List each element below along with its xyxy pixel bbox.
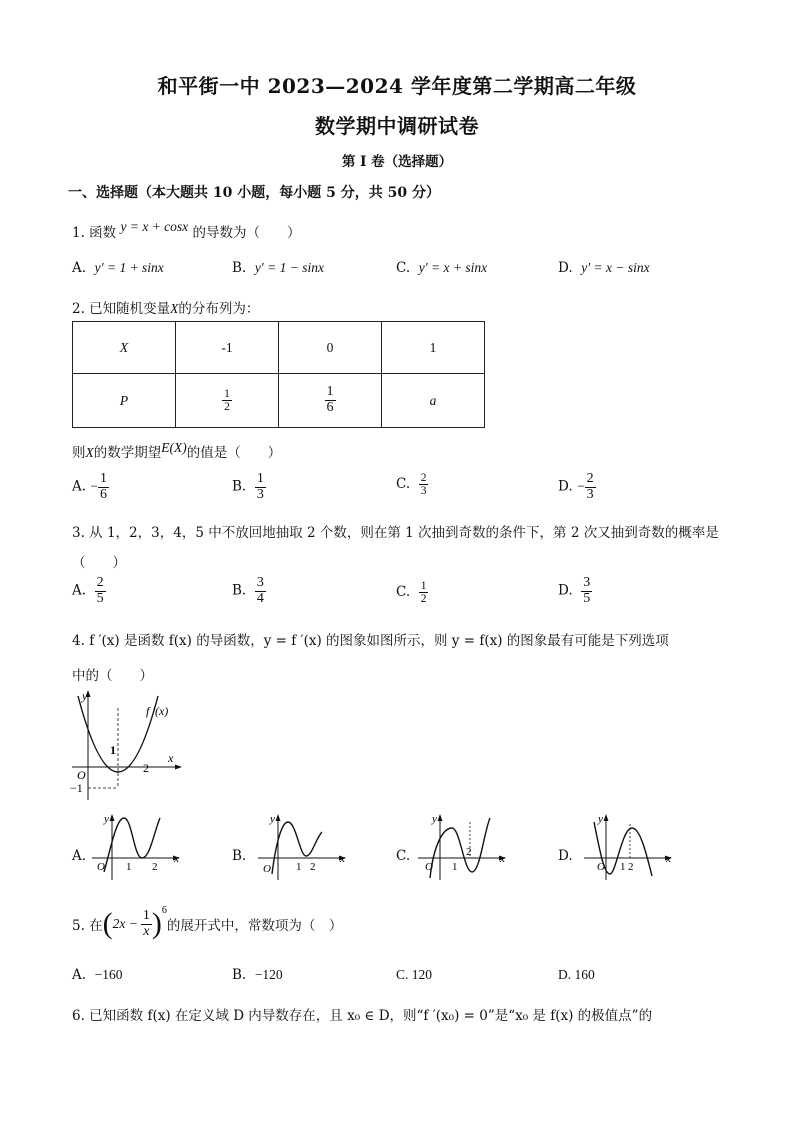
q1-option-b[interactable] (232, 260, 324, 276)
q5-expr: 2x − (112, 916, 138, 932)
option-label: A. (72, 967, 87, 983)
q4-option-b[interactable] (232, 848, 246, 864)
y-axis-label: y (104, 813, 109, 825)
fraction-den: 3 (420, 485, 427, 498)
q3-option-b[interactable] (232, 576, 266, 606)
q2-stem-post: 的分布列为： (178, 301, 260, 317)
q3-stem: 3. 从 1，2，3，4，5 中不放回地抽取 2 个数，则在第 1 次抽到奇数的条件下，第 2 次又抽到奇数的概率是 (72, 525, 719, 541)
q1-option-a[interactable] (72, 260, 164, 276)
fraction-den: 4 (256, 590, 264, 606)
fraction (581, 576, 592, 606)
q1-stem-pre: 1. 函数 (72, 225, 117, 241)
fraction-den: 6 (99, 486, 107, 502)
q2-stem (72, 297, 259, 317)
origin-label: O (597, 861, 605, 873)
q2-ask-post: 的值是（ ） (186, 445, 282, 461)
q2-ask-expr: E(X) (161, 440, 187, 455)
option-label: C. (396, 260, 411, 276)
table-cell-x-header: X (73, 322, 176, 374)
option-label: C. (396, 848, 411, 864)
option-text: y′ = 1 + sinx (94, 260, 164, 275)
q3-option-d[interactable] (558, 576, 592, 606)
q2-ask (72, 441, 281, 461)
table-cell-p-header: P (73, 374, 176, 428)
q2-ask-var: X (85, 445, 94, 460)
q4-option-a[interactable] (72, 848, 86, 864)
q2-option-d[interactable] (558, 472, 596, 502)
table-cell: a (382, 374, 485, 428)
x-axis-label: x (174, 853, 179, 865)
y-axis-label: y (82, 689, 88, 703)
fraction-num: 1 (99, 471, 107, 486)
fraction (255, 472, 266, 502)
exam-subtitle: 数学期中调研试卷 (315, 114, 479, 138)
fraction-num: 3 (583, 575, 591, 590)
tick-label: 2 (310, 861, 316, 873)
fraction-den: 3 (586, 486, 594, 502)
option-sign: − (576, 478, 585, 494)
exam-title: 和平街一中 2023—2024 学年度第二学期高二年级 (157, 74, 637, 98)
fraction-den: 5 (96, 590, 104, 606)
option-label: A. (72, 260, 87, 276)
y-axis-label: y (598, 813, 603, 825)
tick-label: 1 (126, 861, 132, 873)
fraction-num: 2 (586, 471, 594, 486)
paren-close: ) (151, 907, 162, 941)
y-axis-label: y (270, 813, 275, 825)
table-cell (176, 374, 279, 428)
q1-option-c[interactable] (396, 260, 487, 276)
fraction-num: 1 (420, 580, 427, 592)
fraction-num: 1 (256, 471, 264, 486)
distribution-table (72, 321, 485, 428)
option-text: y′ = x − sinx (581, 260, 650, 275)
option-label: D. (558, 582, 573, 599)
q2-option-b[interactable] (232, 472, 266, 502)
q2-ask-mid: 的数学期望 (93, 445, 162, 461)
curve-label: f ′(x) (146, 704, 169, 718)
q4-option-c[interactable] (396, 848, 410, 864)
q2-ask-pre: 则 (72, 445, 86, 461)
option-sign: − (90, 478, 98, 494)
option-label: D. (558, 260, 573, 276)
fraction-den: 3 (256, 486, 264, 502)
q4-option-d[interactable] (558, 848, 573, 864)
q5-option-c[interactable] (396, 967, 432, 983)
option-text: C. 120 (396, 967, 433, 982)
fraction-num: 1 (326, 384, 334, 400)
fraction (222, 388, 232, 413)
option-label: B. (232, 260, 247, 276)
q5-stem-pre: 5. 在 (72, 918, 103, 935)
option-text: D. 160 (558, 967, 595, 982)
q1-stem-post: 的导数为（ ） (192, 225, 301, 241)
fraction (585, 472, 596, 502)
paren-open: ( (102, 907, 113, 941)
table-cell (279, 374, 382, 428)
fraction-den: 2 (420, 593, 427, 606)
q4-option-c-graph (414, 812, 514, 882)
q1-function: y = x + cosx (120, 219, 189, 234)
origin-label: O (425, 861, 433, 873)
option-label: D. (558, 848, 573, 864)
option-label: B. (232, 848, 247, 864)
q5-stem (72, 904, 343, 941)
option-label: B. (232, 967, 247, 983)
fraction-den: 2 (224, 401, 230, 413)
option-text: −120 (254, 967, 283, 982)
q5-option-a[interactable] (72, 967, 123, 983)
option-label: B. (232, 582, 247, 599)
option-label: A. (72, 848, 87, 864)
option-label: A. (72, 478, 87, 495)
option-label: C. (396, 476, 411, 493)
q3-stem-cont: （ ） (72, 555, 126, 571)
option-label: B. (232, 478, 247, 495)
q5-option-b[interactable] (232, 967, 283, 983)
fraction (325, 385, 336, 415)
q5-stem-post: 的展开式中，常数项为（ ） (166, 918, 343, 935)
q4-stem-num: 4. (72, 633, 85, 649)
tick-label: 2 (152, 861, 158, 873)
q2-var: X (170, 301, 179, 316)
fraction (98, 472, 109, 502)
fraction-den: 6 (326, 400, 334, 415)
q4-derivative-graph (70, 688, 185, 803)
option-text: y′ = 1 − sinx (254, 260, 324, 275)
q3-option-a[interactable] (72, 576, 106, 606)
option-label: C. (396, 584, 411, 601)
q5-exponent: 6 (161, 904, 167, 916)
q4-option-d-graph (580, 812, 680, 882)
q4-option-b-graph (254, 812, 354, 882)
option-label: A. (72, 582, 87, 599)
x-axis-label: x (340, 853, 345, 865)
section-heading: 一、选择题（本大题共 10 小题，每小题 5 分，共 50 分） (68, 185, 440, 201)
fraction-num: 2 (420, 472, 427, 484)
q2-option-c[interactable] (396, 472, 428, 497)
tick-label: 1 (452, 861, 458, 873)
q6-stem: 6. 已知函数 f(x) 在定义域 D 内导数存在，且 x₀ ∈ D，则“f ′(x₀) = 0”是“x₀ 是 f(x) 的极值点”的 (72, 1008, 653, 1024)
q4-stem-cont: 中的（ ） (72, 668, 153, 684)
table-cell: 1 (382, 322, 485, 374)
tick-label: 2 (466, 846, 472, 858)
fraction (419, 472, 429, 497)
fraction (95, 576, 106, 606)
option-label: D. (558, 478, 573, 495)
origin-label: O (97, 861, 105, 873)
fraction-num: 2 (96, 575, 104, 590)
q4-option-a-graph (88, 812, 188, 882)
tick-label: −1 (70, 781, 83, 795)
fraction (141, 909, 152, 939)
option-text: −160 (94, 967, 123, 982)
fraction-den: 5 (583, 590, 591, 606)
q5-option-d[interactable] (558, 967, 595, 983)
option-text: y′ = x + sinx (418, 260, 488, 275)
origin-label: O (263, 863, 271, 875)
x-axis-label: x (666, 853, 671, 865)
tick-label: 1 (296, 861, 302, 873)
tick-label: 2 (143, 761, 149, 775)
volume-heading: 第 I 卷（选择题） (341, 154, 453, 170)
x-axis-label: x (168, 751, 174, 765)
tick-label: 2 (628, 861, 634, 873)
q2-option-a[interactable] (72, 472, 109, 502)
tick-label: 1 (620, 861, 626, 873)
q4-stem-text: f ′(x) 是函数 f(x) 的导函数，y = f ′(x) 的图象如图所示，则 y = f(x) 的图象最有可能是下列选项 (89, 633, 669, 649)
x-axis-label: x (500, 853, 505, 865)
q4-stem (72, 629, 669, 649)
q1-stem (72, 221, 300, 241)
q3-option-c[interactable] (396, 580, 428, 605)
fraction-num: 1 (224, 387, 230, 400)
fraction (255, 576, 266, 606)
fraction (419, 580, 429, 605)
table-cell: -1 (176, 322, 279, 374)
tick-label: 1 (110, 743, 116, 757)
y-axis-label: y (432, 813, 437, 825)
fraction-num: 3 (256, 575, 264, 590)
fraction-num: 1 (142, 908, 150, 923)
origin-label: O (77, 768, 86, 782)
table-cell: 0 (279, 322, 382, 374)
q2-stem-pre: 2. 已知随机变量 (72, 301, 171, 317)
fraction-den: x (143, 923, 150, 939)
q1-option-d[interactable] (558, 260, 650, 276)
